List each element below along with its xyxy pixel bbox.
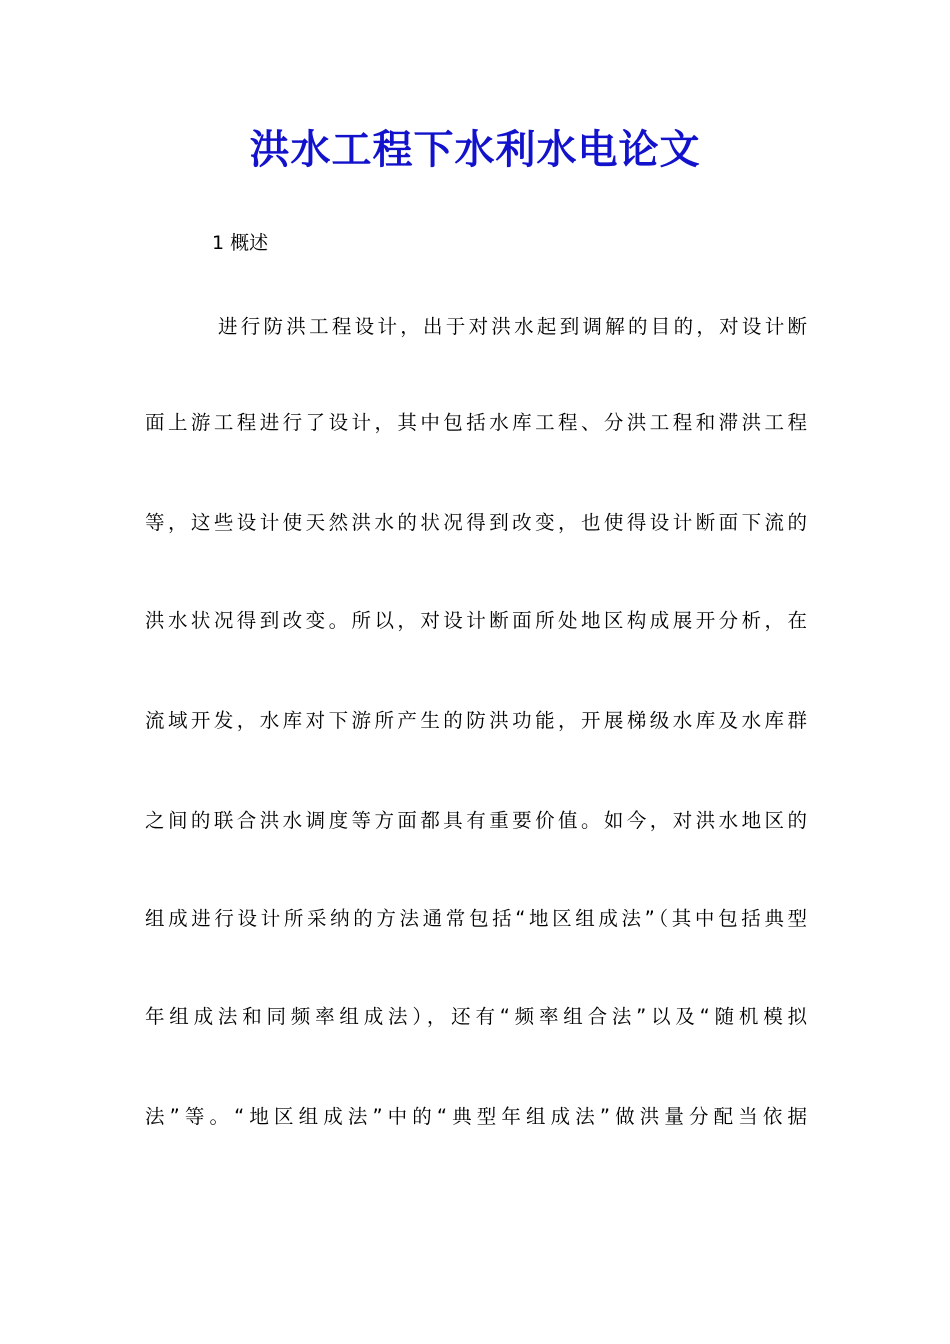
body-line-9: 法”等。“地区组成法”中的“典型年组成法”做洪量分配当依据 bbox=[145, 1105, 807, 1128]
body-line-7: 组成进行设计所采纳的方法通常包括“地区组成法”（其中包括典型 bbox=[145, 907, 807, 930]
section-heading: 1 概述 bbox=[212, 232, 269, 254]
body-line-4: 洪水状况得到改变。所以，对设计断面所处地区构成展开分析，在 bbox=[145, 609, 807, 632]
body-line-5: 流域开发，水库对下游所产生的防洪功能，开展梯级水库及水库群 bbox=[145, 709, 807, 732]
document-title: 洪水工程下水利水电论文 bbox=[249, 126, 701, 173]
body-line-3: 等，这些设计使天然洪水的状况得到改变，也使得设计断面下流的 bbox=[145, 511, 807, 534]
body-line-6: 之间的联合洪水调度等方面都具有重要价值。如今，对洪水地区的 bbox=[145, 809, 807, 832]
body-line-2: 面上游工程进行了设计，其中包括水库工程、分洪工程和滞洪工程 bbox=[145, 411, 807, 434]
body-line-1: 进行防洪工程设计，出于对洪水起到调解的目的，对设计断 bbox=[218, 315, 807, 338]
body-line-8: 年组成法和同频率组成法），还有“频率组合法”以及“随机模拟 bbox=[145, 1005, 807, 1028]
